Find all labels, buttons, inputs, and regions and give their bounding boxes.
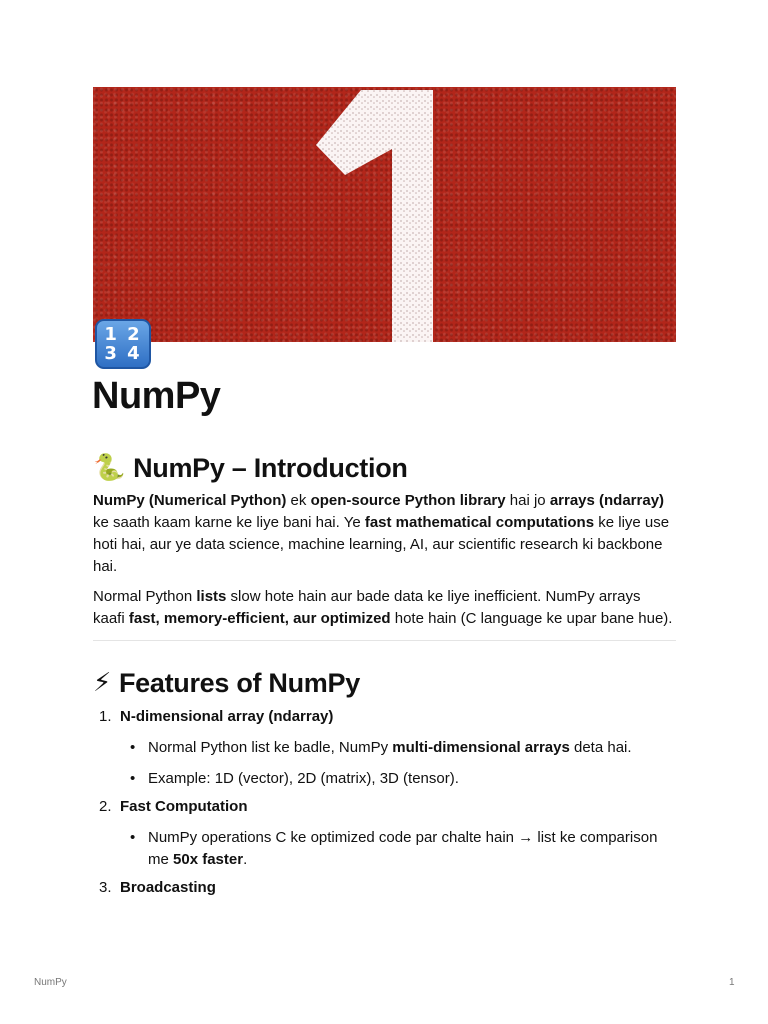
feature-number: 2. (99, 798, 112, 815)
feature-bullets (120, 827, 676, 871)
cover-image (93, 87, 676, 345)
feature-bullet: • NumPy operations C ke optimized code par chalte hain → list ke comparison me 50x faster. (120, 827, 676, 871)
intro-heading-text: NumPy – Introduction (133, 452, 408, 483)
page-title: NumPy (92, 375, 221, 417)
feature-item (93, 877, 676, 899)
page-icon-numbers (95, 319, 151, 369)
footer-page-number: 1 (729, 977, 735, 988)
page-icon-row-2: 3 4 (104, 343, 142, 364)
features-heading-text: Features of NumPy (118, 667, 360, 698)
feature-item (93, 706, 676, 790)
page-icon-row-1: 1 2 (104, 324, 142, 345)
intro-paragraph-2: Normal Python lists slow hote hain aur bade data ke liye inefficient. NumPy arrays kaafi fast, memory-efficient, aur optimized hote hain (C language ke upar bane hue). (93, 588, 673, 627)
features-heading (93, 665, 676, 701)
feature-bullet: • Example: 1D (vector), 2D (matrix), 3D (tensor). (120, 768, 676, 790)
lightning-icon: ⚡ (93, 668, 111, 698)
footer-doc-title: NumPy (34, 977, 67, 988)
feature-title: N-dimensional array (ndarray) (120, 708, 334, 725)
page-content (93, 448, 676, 899)
feature-number: 3. (99, 879, 112, 896)
feature-title: Fast Computation (120, 798, 248, 815)
features-list (93, 706, 676, 899)
snake-icon: 🐍 (93, 453, 126, 483)
feature-title: Broadcasting (120, 879, 216, 896)
intro-heading (93, 448, 676, 488)
feature-bullets (120, 737, 676, 790)
intro-paragraph-1: NumPy (Numerical Python) ek open-source Python library hai jo arrays (ndarray) ke saath kaam karne ke liye bani hai. Ye fast mathematical computations ke liye use hoti hai, aur ye data science, machine learning, AI, aur scientific research ki backbone hai. (93, 492, 670, 575)
track-number-one-graphic (93, 87, 676, 345)
feature-bullet: • Normal Python list ke badle, NumPy multi-dimensional arrays deta hai. (120, 737, 676, 759)
feature-number: 1. (99, 708, 112, 725)
feature-item (93, 796, 676, 871)
section-divider (93, 640, 676, 641)
